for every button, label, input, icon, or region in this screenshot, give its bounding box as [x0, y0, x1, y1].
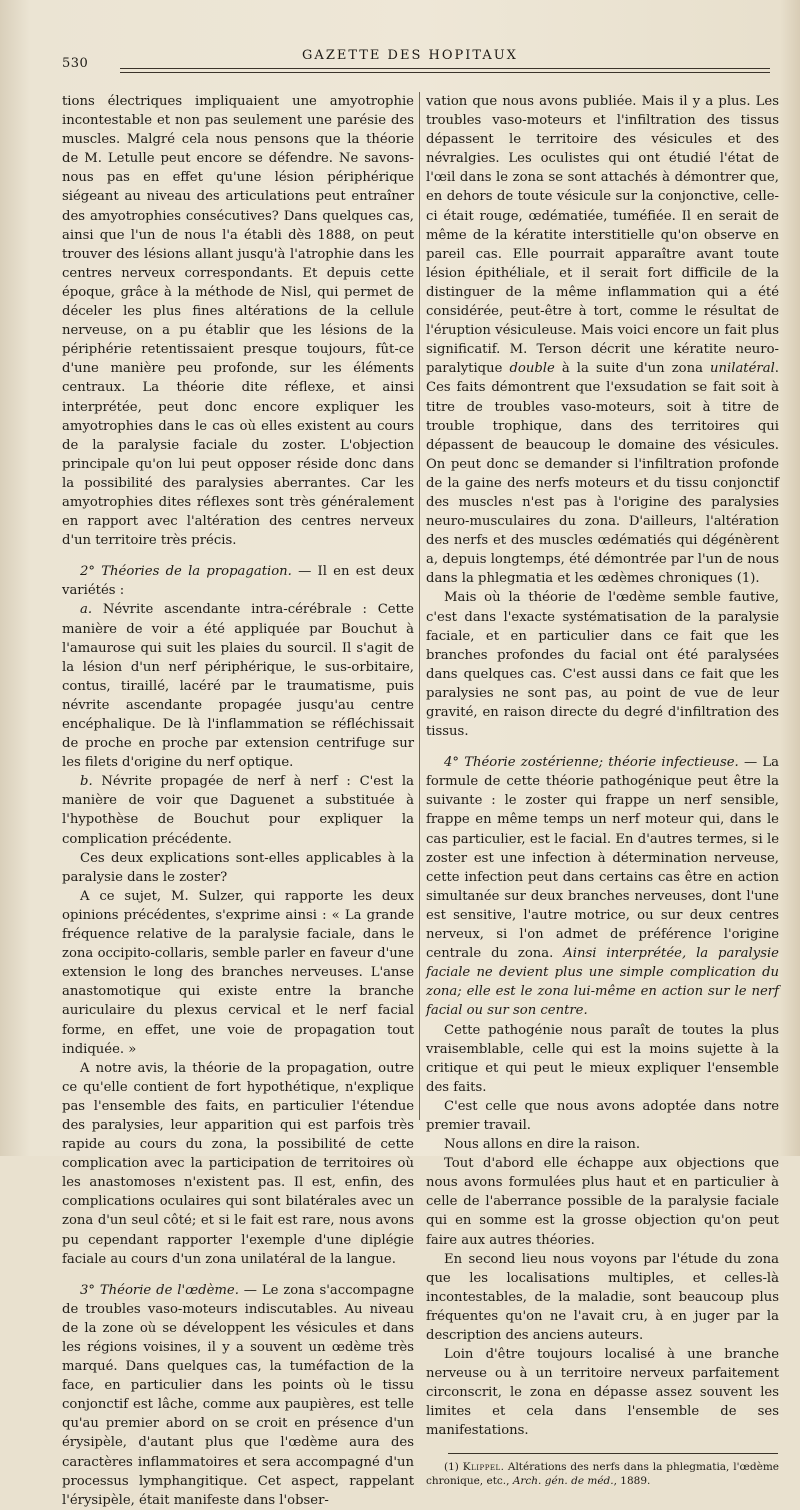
emphasis: unilatéral: [710, 361, 775, 377]
list-label: a.: [80, 602, 93, 618]
paragraph-text: . Ces faits démontrent que l'exsudation se fait soit à titre de troubles vaso-moteurs, soit à titre de trouble trophique, dans des territoires qui dépassent de beaucoup le domaine des vésicules. On peut donc se demander si l'infiltration profonde de la gaine des nerfs moteurs et du tissu conjonctif des muscles n'est pas à l'origine des paralysies neuro-musculaires du zona. D'ailleurs, l'altération des nerfs et des muscles œdématiés qui dégénèrent a, depuis longtemps, été démontrée par l'un de nous dans la phlegmatia et les œdèmes chroniques (1).: [426, 361, 779, 587]
footnote-year: , 1889.: [613, 1474, 651, 1487]
paragraph: Nous allons en dire la raison.: [444, 1137, 641, 1153]
footnote-author: Klippel: [462, 1460, 501, 1473]
paragraph: Ces deux explications sont-elles applicables à la paralysie dans le zoster?: [62, 850, 414, 885]
paragraph: En second lieu nous voyons par l'étude du zona que les localisations multiples, et celles-là incontestables, de la maladie, sont beaucoup plus fréquentes qu'on ne l'avait cru, à en juger par la description des anciens auteurs.: [426, 1251, 779, 1343]
section-text: — Le zona s'accompagne de troubles vaso-moteurs indiscutables. Au niveau de la zone où se développent les vésicules et dans les régions voisines, il y a souvent un œdème très marqué. Dans quelques cas, la tuméfaction de la face, en particulier dans les points où le tissu conjonctif est lâche, comme aux paupières, est telle qu'au premier abord on se croit en présence d'un érysipèle, d'autant plus que l'œdème aura des caractères inflammatoires et sera accompagné d'un processus lymphangitique. Cet aspect, rappelant l'érysipèle, était manifeste dans l'obser-: [62, 1282, 414, 1508]
right-column: [426, 92, 779, 1487]
paragraph: [426, 92, 779, 588]
page-number: 530: [62, 56, 89, 71]
emphasis: double: [509, 361, 555, 377]
left-column: [62, 92, 415, 1508]
emphasis: Ainsi interprétée, la paralysie faciale ne devient plus une simple complication du zona; elle est le zona lui-même en action sur le nerf facial ou sur son centre.: [426, 946, 779, 1019]
paragraph: Loin d'être toujours localisé à une branche nerveuse ou à un territoire nerveux parfaitement circonscrit, le zona en dépasse assez souvent les limites et cela dans l'ensemble de ses manifestations.: [426, 1347, 779, 1439]
footnote: [426, 1460, 779, 1488]
paragraph-text: Névrite ascendante intra-cérébrale : Cette manière de voir a été appliquée par Bouchut à l'amaurose qui suit les plaies du sourcil. Il s'agit de la lésion d'un nerf périphérique, le sus-orbitaire, contus, tiraillé, lacéré par le traumatisme, puis névrite ascendante propagée jusqu'au centre encéphalique. De là l'inflammation se réfléchissait de proche en proche par extension centrifuge sur les filets d'origine du nerf optique.: [62, 602, 414, 771]
paragraph: C'est celle que nous avons adoptée dans notre premier travail.: [426, 1098, 779, 1133]
list-label: b.: [80, 774, 93, 790]
paragraph: A notre avis, la théorie de la propagation, outre ce qu'elle contient de fort hypothétique, n'explique pas l'ensemble des faits, en particulier l'étendue des paralysies, leur apparition qui est parfois très rapide au cours du zona, la possibilité de cette complication avec la participation de territoires où les anastomoses n'existent pas. Il est, enfin, des complications oculaires qui sont bilatérales avec un zona d'un seul côté; et si le fait est rare, nous avons pu cependant rapporter l'exemple d'une diplégie faciale au cours d'un zona unilatéral de la langue.: [62, 1060, 414, 1267]
header-rule: [120, 68, 770, 69]
section-heading-oedeme: [62, 1281, 414, 1510]
paragraph: A ce sujet, M. Sulzer, qui rapporte les deux opinions précédentes, s'exprime ainsi : « La grande fréquence relative de la paralysie faciale, dans le zona occipito-collaris, semble parler en faveur d'une extension le long des branches nerveuses. L'anse anastomotique qui existe entre la branche auriculaire du plexus cervical et le nerf facial forme, en effet, une voie de propagation tout indiquée. »: [62, 888, 414, 1057]
section-text: — La formule de cette théorie pathogénique peut être la suivante : le zoster qui frappe un nerf sensible, frappe en même temps un nerf moteur qui, dans le cas particulier, est le facial. En d'autres termes, si le zoster est une infection à détermination nerveuse, cette infection peut dans certains cas être en action simultanée sur deux branches nerveuses, dont l'une est sensitive, l'autre motrice, ou sur deux centres nerveux, si l'on admet de préférence l'origine centrale du zona.: [426, 755, 779, 962]
section-title: 2° Théories de la propagation.: [80, 564, 292, 580]
section-text: — Il en est deux variétés :: [62, 564, 415, 599]
journal-title: GAZETTE DES HOPITAUX: [302, 48, 518, 63]
column-divider: [419, 92, 420, 1120]
paragraph: Mais où la théorie de l'œdème semble fautive, c'est dans l'exacte systématisation de la paralysie faciale, et en particulier dans ce fait que les branches profondes du facial ont été paralysées dans quelques cas. C'est aussi dans ce fait que les paralysies ne sont pas, au point de vue de leur gravité, en raison directe du degré d'infiltration des tissus.: [426, 590, 779, 740]
paragraph-text: à la suite d'un zona: [554, 361, 711, 377]
footnote-marker: (1): [444, 1460, 463, 1473]
paragraph-text: Névrite propagée de nerf à nerf : C'est la manière de voir que Daguenet a substituée à l'hypothèse de Bouchut pour expliquer la complication précédente.: [62, 774, 414, 847]
section-heading-zosterienne: [426, 753, 779, 1020]
paragraph: Cette pathogénie nous paraît de toutes la plus vraisemblable, celle qui est la moins sujette à la critique et qui peut le mieux expliquer l'ensemble des faits.: [426, 1022, 779, 1095]
paragraph: tions électriques impliquaient une amyotrophie incontestable et non pas seulement une parésie des muscles. Malgré cela nous pensons que la théorie de M. Letulle peut encore se défendre. Ne savons-nous pas en effet qu'une lésion périphérique siégeant au niveau des articulations peut entraîner des amyotrophies consécutives? Dans quelques cas, ainsi que l'un de nous l'a établi dès 1888, on peut trouver des lésions allant jusqu'à l'atrophie dans les centres nerveux correspondants. Et depuis cette époque, grâce à la méthode de Nisl, qui permet de déceler les plus fines altérations de la cellule nerveuse, on a pu établir que les lésions de la périphérie retentissaient presque toujours, fût-ce d'une manière peu profonde, sur les éléments centraux. La théorie dite réflexe, et ainsi interprétée, peut donc encore expliquer les amyotrophies dans le cas où elles existent au cours de la paralysie faciale du zoster. L'objection principale qu'on lui peut opposer réside donc dans la possibilité des paralysies aberrantes. Car les amyotrophies dites réflexes sont très généralement en rapport avec l'altération des centres nerveux d'un territoire très précis.: [62, 94, 414, 549]
paragraph-b: [62, 772, 414, 848]
page-header: [40, 44, 780, 74]
header-rule-thin: [120, 72, 770, 73]
section-heading-propagation: [62, 562, 414, 600]
footnote-rule: [448, 1453, 778, 1454]
paragraph-text: vation que nous avons publiée. Mais il y a plus. Les troubles vaso-moteurs et l'infiltration des tissus dépassent le territoire des vésicules et des névralgies. Les oculistes qui ont étudié l'état de l'œil dans le zona se sont attachés à démontrer que, en dehors de toute vésicule sur la conjonctive, celle-ci était rouge, œdématiée, tuméfiée. Il en serait de même de la kératite interstitielle qu'on observe en pareil cas. Elle pourrait apparaître avant toute lésion épithéliale, et il serait fort difficile de la distinguer de la même inflammation qui a été considérée, peut-être à tort, comme le résultat de l'éruption vésiculeuse. Mais voici encore un fait plus significatif. M. Terson décrit une kératite neuro-paralytique: [426, 94, 779, 377]
footnote-text: . Altérations des nerfs dans la phlegmatia, l'œdème chronique, etc.,: [426, 1460, 779, 1487]
paragraph-a: [62, 600, 414, 772]
paragraph: Tout d'abord elle échappe aux objections que nous avons formulées plus haut et en particulier à celle de l'aberrance possible de la paralysie faciale qui en somme est la grosse objection qu'on peut faire aux autres théories.: [426, 1156, 779, 1248]
footnote-journal: Arch. gén. de méd.: [512, 1474, 614, 1487]
section-title: 3° Théorie de l'œdème.: [80, 1282, 239, 1298]
section-title: 4° Théorie zostérienne; théorie infectieuse.: [444, 755, 739, 771]
